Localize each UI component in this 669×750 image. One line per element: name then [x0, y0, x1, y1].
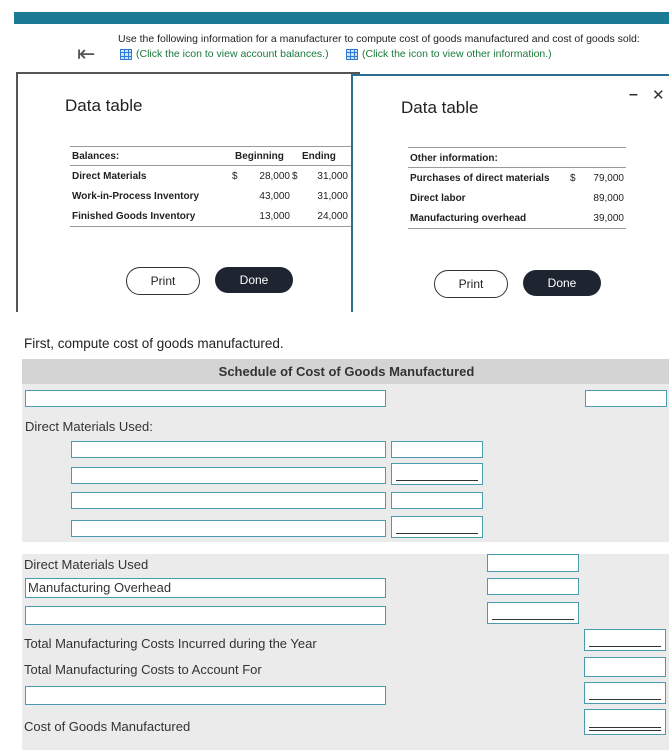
dm-amount-input[interactable] [391, 441, 483, 458]
other-info-table [408, 147, 626, 229]
cogm-amount-input[interactable] [584, 709, 666, 735]
schedule-section-materials [22, 384, 669, 542]
table-row: Work-in-Process Inventory 43,000 31,000 [72, 191, 348, 202]
done-button[interactable]: Done [215, 267, 293, 293]
dm-amount-input[interactable] [391, 516, 483, 538]
subtotal-underline [396, 480, 478, 481]
view-balances-link[interactable]: (Click the icon to view account balances.) [120, 48, 329, 60]
total-incurred-label: Total Manufacturing Costs Incurred during the Year [24, 636, 317, 651]
amount-input[interactable] [487, 578, 579, 595]
done-button[interactable]: Done [523, 270, 601, 296]
dm-amount-input[interactable] [391, 463, 483, 485]
direct-materials-used-label: Direct Materials Used [24, 557, 149, 572]
print-button[interactable]: Print [434, 270, 508, 298]
table-header: Balances: [72, 151, 120, 162]
cost-of-goods-manufactured-label: Cost of Goods Manufactured [24, 719, 191, 734]
table-row: Finished Goods Inventory 13,000 24,000 [70, 206, 352, 227]
minimize-icon[interactable]: – [629, 86, 638, 103]
dm-label-input[interactable] [71, 467, 386, 484]
balances-table [70, 146, 352, 227]
table-header: Other information: [410, 153, 498, 164]
direct-materials-used-header: Direct Materials Used: [25, 419, 153, 434]
schedule-label-input[interactable] [25, 390, 386, 407]
subtotal-underline [492, 619, 574, 620]
data-table-dialog-balances [16, 72, 360, 312]
table-row: Purchases of direct materials $ 79,000 [410, 173, 624, 184]
dm-label-input[interactable] [71, 492, 386, 509]
total-account-for-label: Total Manufacturing Costs to Account For [24, 662, 262, 677]
dialog-title: Data table [401, 98, 479, 117]
subtotal-underline [396, 533, 478, 534]
question-text: First, compute cost of goods manufactured. [24, 336, 284, 351]
dm-amount-input[interactable] [391, 492, 483, 509]
subtotal-underline [589, 646, 661, 647]
schedule-label-input[interactable] [25, 686, 386, 705]
schedule-title: Schedule of Cost of Goods Manufactured [218, 364, 475, 379]
amount-input[interactable] [487, 602, 579, 624]
view-other-info-link[interactable]: (Click the icon to view other information.) [346, 48, 552, 60]
double-underline [589, 730, 661, 731]
column-header: Beginning [235, 151, 284, 162]
table-row: Direct Materials $ 28,000 $ 31,000 [72, 171, 348, 182]
instructions-text: Use the following information for a manufacturer to compute cost of goods manufactured and cost of goods sold: [118, 33, 640, 45]
amount-input[interactable] [585, 390, 667, 407]
back-to-first-icon[interactable]: ⇤ [77, 42, 96, 67]
dialog-title: Data table [65, 96, 143, 115]
subtotal-underline [589, 699, 661, 700]
data-table-dialog-other-info [351, 74, 669, 312]
manufacturing-overhead-input[interactable]: Manufacturing Overhead [25, 578, 386, 598]
top-banner [14, 12, 669, 24]
print-button[interactable]: Print [126, 267, 200, 295]
column-header: Ending [302, 151, 336, 162]
schedule-header [22, 359, 669, 384]
table-row: Manufacturing overhead 39,000 [408, 208, 626, 229]
table-icon[interactable] [346, 49, 358, 60]
double-underline [589, 727, 661, 728]
schedule-label-input[interactable] [25, 606, 386, 625]
table-row: Direct labor 89,000 [410, 193, 624, 204]
table-icon[interactable] [120, 49, 132, 60]
amount-input[interactable] [487, 554, 579, 572]
amount-input[interactable] [584, 657, 666, 677]
dm-label-input[interactable] [71, 441, 386, 458]
dm-label-input[interactable] [71, 520, 386, 537]
close-icon[interactable]: ✕ [652, 86, 665, 104]
amount-input[interactable] [584, 682, 666, 704]
amount-input[interactable] [584, 629, 666, 651]
